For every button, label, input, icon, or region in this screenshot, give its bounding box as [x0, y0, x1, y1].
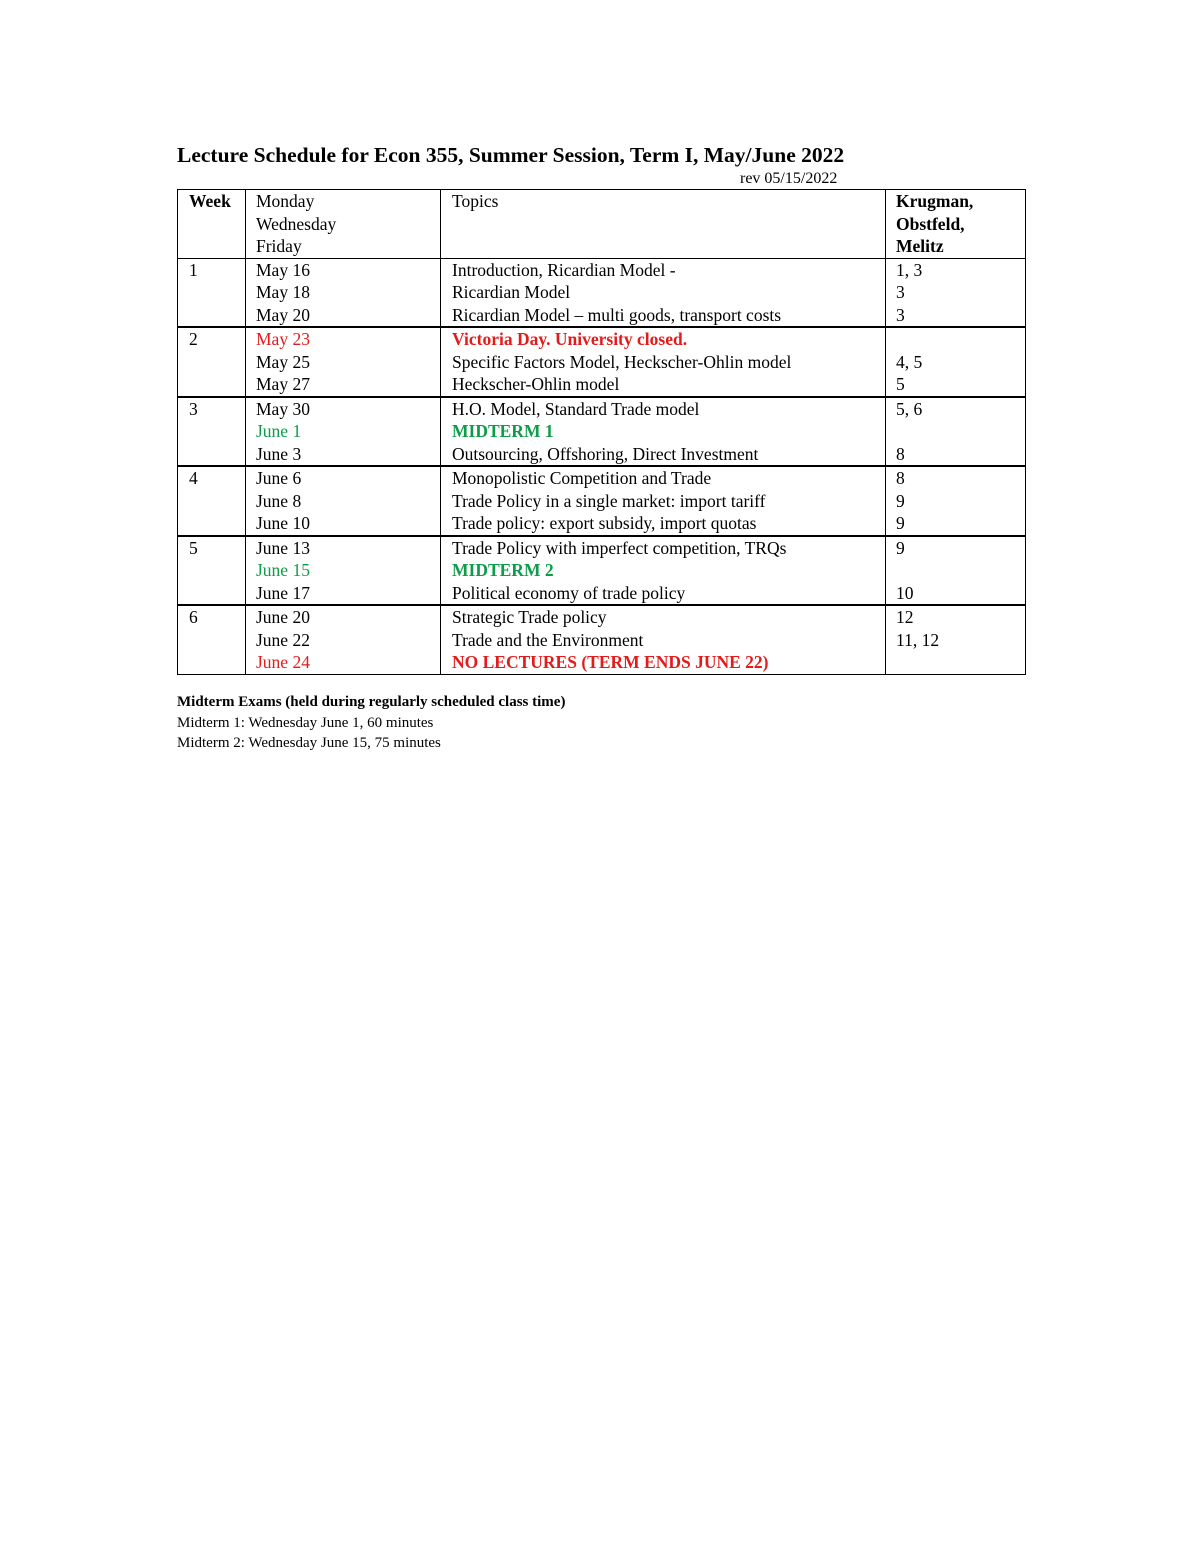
- textbook-chapters: [896, 328, 1025, 351]
- lecture-date: May 23: [256, 329, 310, 349]
- lecture-date: May 30: [256, 398, 310, 419]
- textbook-chapters: 10: [896, 582, 914, 603]
- table-row: [178, 605, 1026, 674]
- lecture-date: June 24: [256, 652, 310, 672]
- midterm-notes: [177, 692, 565, 754]
- lecture-date: June 10: [256, 513, 310, 533]
- lecture-date: May 20: [256, 304, 310, 325]
- header-textbook-author-3: Melitz: [896, 236, 944, 256]
- table-row: [178, 258, 1026, 327]
- textbook-chapters: 12: [896, 607, 914, 627]
- lecture-date: June 20: [256, 607, 310, 627]
- textbook-chapters-cell: [886, 258, 1026, 327]
- lecture-date: May 27: [256, 374, 310, 394]
- textbook-chapters: 9: [896, 490, 905, 511]
- table-header-row: [178, 190, 1026, 259]
- lecture-date: June 15: [256, 560, 310, 580]
- week-number: 5: [178, 536, 246, 606]
- lecture-date: May 25: [256, 351, 310, 372]
- header-day-friday: Friday: [256, 236, 302, 256]
- lecture-topic: Specific Factors Model, Heckscher-Ohlin model: [452, 351, 792, 372]
- lecture-topic-cell: [441, 258, 886, 327]
- textbook-chapters-cell: [886, 327, 1026, 397]
- week-number: 4: [178, 466, 246, 536]
- lecture-topic: Heckscher-Ohlin model: [452, 374, 620, 394]
- lecture-date: June 22: [256, 629, 310, 650]
- header-days: [246, 190, 441, 259]
- revision-date: rev 05/15/2022: [740, 170, 838, 187]
- notes-item-midterm-1: Midterm 1: Wednesday June 1, 60 minutes: [177, 714, 434, 731]
- lecture-topic: MIDTERM 2: [452, 560, 554, 580]
- lecture-topic: Monopolistic Competition and Trade: [452, 468, 712, 488]
- lecture-date: May 18: [256, 282, 310, 302]
- table-row: [178, 327, 1026, 397]
- header-topics: Topics: [441, 190, 886, 259]
- lecture-topic: Strategic Trade policy: [452, 607, 607, 627]
- textbook-chapters: [896, 559, 1025, 582]
- lecture-date: June 13: [256, 537, 310, 558]
- notes-item-midterm-2: Midterm 2: Wednesday June 15, 75 minutes: [177, 735, 441, 751]
- lecture-topic: H.O. Model, Standard Trade model: [452, 398, 700, 419]
- textbook-chapters: 5, 6: [896, 398, 923, 419]
- lecture-topic-cell: [441, 605, 886, 674]
- lecture-topic: Trade policy: export subsidy, import quotas: [452, 513, 757, 533]
- header-day-wednesday: Wednesday: [256, 213, 337, 234]
- lecture-date: June 17: [256, 582, 310, 603]
- textbook-chapters: 5: [896, 374, 905, 394]
- textbook-chapters: 3: [896, 304, 905, 325]
- header-textbook: [886, 190, 1026, 259]
- lecture-topic: Ricardian Model – multi goods, transport costs: [452, 304, 782, 325]
- lecture-date: June 8: [256, 490, 302, 511]
- lecture-date-cell: [246, 258, 441, 327]
- textbook-chapters: 9: [896, 537, 905, 558]
- table-row: [178, 536, 1026, 606]
- lecture-topic-cell: [441, 466, 886, 536]
- lecture-date-cell: [246, 536, 441, 606]
- lecture-topic: Outsourcing, Offshoring, Direct Investment: [452, 443, 759, 464]
- header-day-monday: Monday: [256, 191, 315, 211]
- lecture-topic: NO LECTURES (TERM ENDS JUNE 22): [452, 652, 769, 672]
- lecture-topic: Ricardian Model: [452, 282, 571, 302]
- lecture-topic: Political economy of trade policy: [452, 582, 686, 603]
- lecture-date-cell: [246, 605, 441, 674]
- textbook-chapters: 4, 5: [896, 351, 923, 372]
- lecture-schedule-table: [177, 189, 1026, 675]
- textbook-chapters: 1, 3: [896, 259, 923, 280]
- textbook-chapters-cell: [886, 397, 1026, 467]
- lecture-topic: MIDTERM 1: [452, 421, 554, 441]
- lecture-topic: Trade Policy with imperfect competition, TRQs: [452, 537, 787, 558]
- table-row: [178, 466, 1026, 536]
- lecture-date: June 3: [256, 443, 302, 464]
- header-textbook-author-2: Obstfeld,: [896, 213, 965, 234]
- table-row: [178, 397, 1026, 467]
- textbook-chapters: [896, 420, 1025, 443]
- week-number: 1: [178, 258, 246, 327]
- lecture-date-cell: [246, 327, 441, 397]
- document-title: Lecture Schedule for Econ 355, Summer Session, Term I, May/June 2022: [177, 143, 845, 167]
- week-number: 2: [178, 327, 246, 397]
- lecture-date-cell: [246, 397, 441, 467]
- lecture-topic-cell: [441, 327, 886, 397]
- week-number: 6: [178, 605, 246, 674]
- lecture-date-cell: [246, 466, 441, 536]
- lecture-topic-cell: [441, 397, 886, 467]
- textbook-chapters: 9: [896, 513, 905, 533]
- textbook-chapters-cell: [886, 536, 1026, 606]
- lecture-date: June 6: [256, 468, 302, 488]
- textbook-chapters-cell: [886, 605, 1026, 674]
- lecture-date: May 16: [256, 259, 310, 280]
- schedule-body: [178, 258, 1026, 674]
- notes-heading: Midterm Exams (held during regularly scheduled class time): [177, 694, 566, 710]
- lecture-topic-cell: [441, 536, 886, 606]
- textbook-chapters-cell: [886, 466, 1026, 536]
- lecture-topic: Trade Policy in a single market: import tariff: [452, 490, 766, 511]
- textbook-chapters: 11, 12: [896, 629, 940, 650]
- textbook-chapters: 3: [896, 282, 905, 302]
- textbook-chapters: [896, 651, 1025, 674]
- lecture-topic: Trade and the Environment: [452, 629, 644, 650]
- header-week: Week: [178, 190, 246, 259]
- textbook-chapters: 8: [896, 468, 905, 488]
- header-textbook-author-1: Krugman,: [896, 191, 974, 211]
- lecture-date: June 1: [256, 421, 302, 441]
- week-number: 3: [178, 397, 246, 467]
- textbook-chapters: 8: [896, 443, 905, 464]
- lecture-topic: Victoria Day. University closed.: [452, 329, 688, 349]
- lecture-topic: Introduction, Ricardian Model -: [452, 259, 676, 280]
